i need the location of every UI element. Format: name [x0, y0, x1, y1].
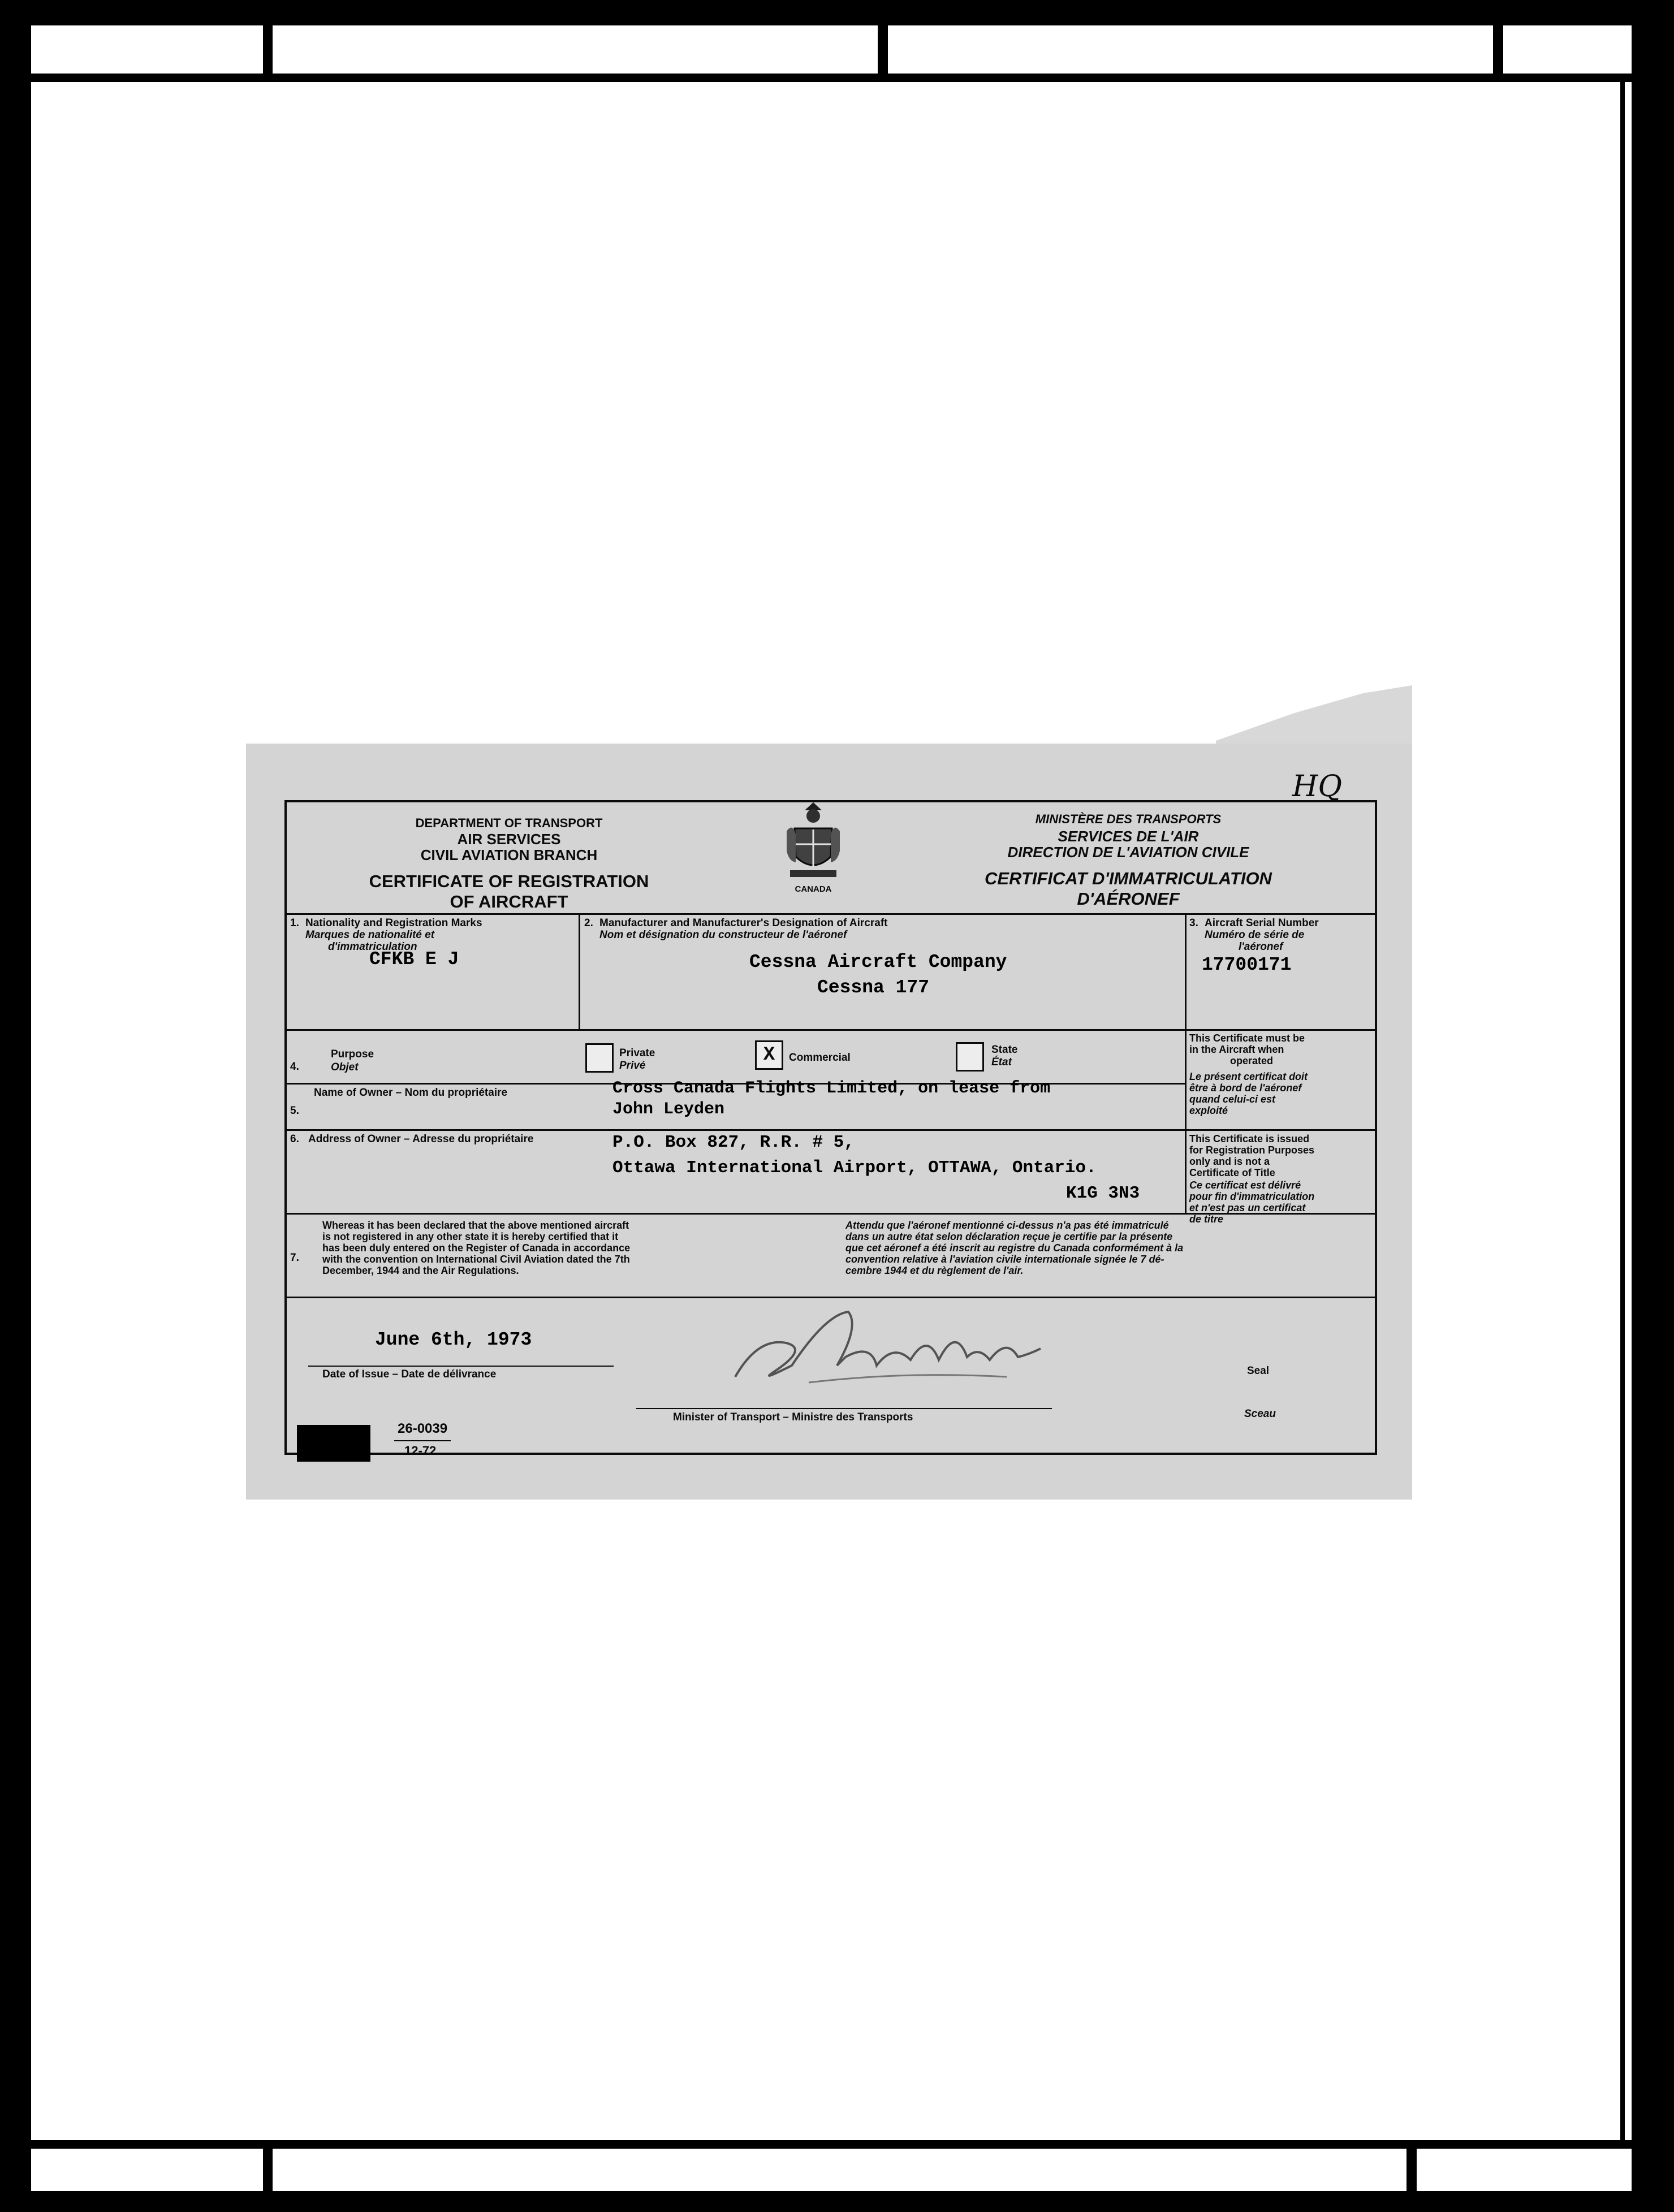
commercial-checkbox[interactable]	[755, 1040, 783, 1070]
rule-col1	[579, 913, 580, 1029]
field3-value: 17700171	[1202, 954, 1292, 975]
field4-label-fr: Objet	[331, 1061, 359, 1073]
field3-label-fr-2: l'aéronef	[1239, 941, 1283, 953]
dept-en: DEPARTMENT OF TRANSPORT	[415, 816, 603, 830]
decl-fr-3: que cet aéronef a été inscrit au registre du Canada conformément à la	[845, 1242, 1184, 1254]
crest-label: CANADA	[795, 884, 832, 894]
notice-carry-en-2: in the Aircraft when	[1189, 1044, 1284, 1055]
branch-fr: DIRECTION DE L'AVIATION CIVILE	[1007, 844, 1249, 861]
field6-value-3: K1G 3N3	[1066, 1183, 1140, 1203]
date-of-issue-label: Date of Issue – Date de délivrance	[322, 1368, 497, 1380]
handwritten-mark: HQ	[1292, 770, 1342, 803]
field3-label-fr-1: Numéro de série de	[1205, 929, 1305, 941]
state-checkbox[interactable]	[956, 1042, 984, 1072]
title-en-2: OF AIRCRAFT	[450, 892, 568, 911]
field4-number: 4.	[290, 1061, 299, 1073]
decl-fr-5: cembre 1944 et du règlement de l'air.	[845, 1265, 1024, 1276]
signature-scribble	[724, 1303, 1120, 1394]
decl-fr-2: dans un autre état selon déclaration reçue je certifie par la présente	[845, 1231, 1173, 1242]
field5-label: Name of Owner – Nom du propriétaire	[314, 1087, 508, 1099]
form-number: 26-0039	[398, 1421, 448, 1436]
field5-value-2: John Leyden	[612, 1100, 725, 1119]
branch-en: CIVIL AVIATION BRANCH	[420, 846, 598, 863]
service-fr: SERVICES DE L'AIR	[1058, 828, 1199, 845]
field2-number: 2.	[584, 917, 593, 929]
notice-title-fr-4: de titre	[1189, 1213, 1224, 1225]
notice-carry-fr-2: être à bord de l'aéronef	[1189, 1082, 1302, 1094]
commercial-label: Commercial	[789, 1052, 851, 1064]
field3-label-en: Aircraft Serial Number	[1205, 917, 1319, 929]
signature-line	[636, 1408, 1052, 1409]
decl-en-2: is not registered in any other state it is hereby certified that it	[322, 1231, 619, 1242]
field7-number: 7.	[290, 1252, 299, 1264]
title-fr-2: D'AÉRONEF	[1077, 889, 1180, 909]
decl-en-3: has been duly entered on the Register of Canada in accordance	[322, 1242, 631, 1254]
notice-carry-fr-4: exploité	[1189, 1105, 1228, 1116]
notice-title-en-4: Certificate of Title	[1189, 1167, 1275, 1178]
field1-label-fr-1: Marques de nationalité et	[305, 929, 435, 941]
field6-label: Address of Owner – Adresse du propriétaire	[308, 1133, 534, 1145]
canada-crest	[782, 800, 844, 896]
title-en-1: CERTIFICATE OF REGISTRATION	[369, 871, 649, 891]
form-date: 12-72	[404, 1444, 437, 1458]
field6-number: 6.	[290, 1133, 299, 1145]
private-label-fr: Privé	[619, 1060, 646, 1072]
state-label-fr: État	[991, 1056, 1012, 1068]
form-number-rule	[394, 1440, 451, 1441]
notice-carry-fr-1: Le présent certificat doit	[1189, 1071, 1308, 1082]
field4-label-en: Purpose	[331, 1048, 374, 1060]
crest-icon	[782, 800, 844, 885]
aircraft-registration-certificate	[246, 744, 1412, 1500]
field1-label-en: Nationality and Registration Marks	[305, 917, 482, 929]
rule-row6-top	[284, 1129, 1377, 1131]
seal-label-fr: Sceau	[1244, 1408, 1276, 1420]
notice-title-fr-3: et n'est pas un certificat	[1189, 1202, 1306, 1213]
field2-label-fr: Nom et désignation du constructeur de l'aéronef	[599, 929, 847, 941]
field2-value-1: Cessna Aircraft Company	[749, 952, 1007, 973]
redaction-block	[297, 1425, 370, 1462]
signature-label: Minister of Transport – Ministre des Transports	[673, 1411, 913, 1423]
seal-label-en: Seal	[1247, 1365, 1270, 1377]
private-label: Private	[619, 1047, 655, 1059]
field6-value-1: P.O. Box 827, R.R. # 5,	[612, 1133, 855, 1152]
notice-title-en-1: This Certificate is issued	[1189, 1133, 1310, 1144]
rule-row8-top	[284, 1297, 1377, 1298]
title-fr-1: CERTIFICAT D'IMMATRICULATION	[985, 869, 1272, 888]
field1-number: 1.	[290, 917, 299, 929]
dept-fr: MINISTÈRE DES TRANSPORTS	[1035, 812, 1222, 826]
rule-row1-top	[284, 913, 1377, 915]
rule-col2	[1185, 913, 1187, 1213]
notice-title-en-3: only and is not a	[1189, 1156, 1270, 1167]
commercial-check-mark: X	[763, 1044, 775, 1066]
notice-carry-fr-3: quand celui-ci est	[1189, 1094, 1276, 1105]
notice-carry-en-1: This Certificate must be	[1189, 1032, 1305, 1044]
decl-en-4: with the convention on International Civil Aviation dated the 7th	[322, 1254, 630, 1265]
field2-label-en: Manufacturer and Manufacturer's Designation of Aircraft	[599, 917, 888, 929]
field1-label-fr-2: d'immatriculation	[328, 941, 417, 953]
field2-value-2: Cessna 177	[817, 977, 930, 998]
field6-value-2: Ottawa International Airport, OTTAWA, Ontario.	[612, 1158, 1097, 1178]
decl-fr-4: convention relative à l'aviation civile internationale signée le 7 dé-	[845, 1254, 1164, 1265]
notice-title-fr-2: pour fin d'immatriculation	[1189, 1191, 1315, 1202]
decl-fr-1: Attendu que l'aéronef mentionné ci-dessus n'a pas été immatriculé	[845, 1220, 1169, 1231]
state-label: State	[991, 1044, 1018, 1056]
field3-number: 3.	[1189, 917, 1198, 929]
date-of-issue-value: June 6th, 1973	[375, 1329, 532, 1350]
notice-title-en-2: for Registration Purposes	[1189, 1144, 1315, 1156]
field1-value: CFKB E J	[369, 949, 459, 970]
private-checkbox[interactable]	[585, 1043, 614, 1073]
decl-en-1: Whereas it has been declared that the above mentioned aircraft	[322, 1220, 629, 1231]
date-underline	[308, 1366, 614, 1367]
rule-row2-top	[284, 1029, 1377, 1031]
service-en: AIR SERVICES	[457, 831, 561, 848]
notice-title-fr-1: Ce certificat est délivré	[1189, 1180, 1301, 1191]
field5-value-1: Cross Canada Flights Limited, on lease from	[612, 1079, 1051, 1098]
decl-en-5: December, 1944 and the Air Regulations.	[322, 1265, 519, 1276]
field5-number: 5.	[290, 1105, 299, 1117]
notice-carry-en-3: operated	[1230, 1055, 1274, 1066]
